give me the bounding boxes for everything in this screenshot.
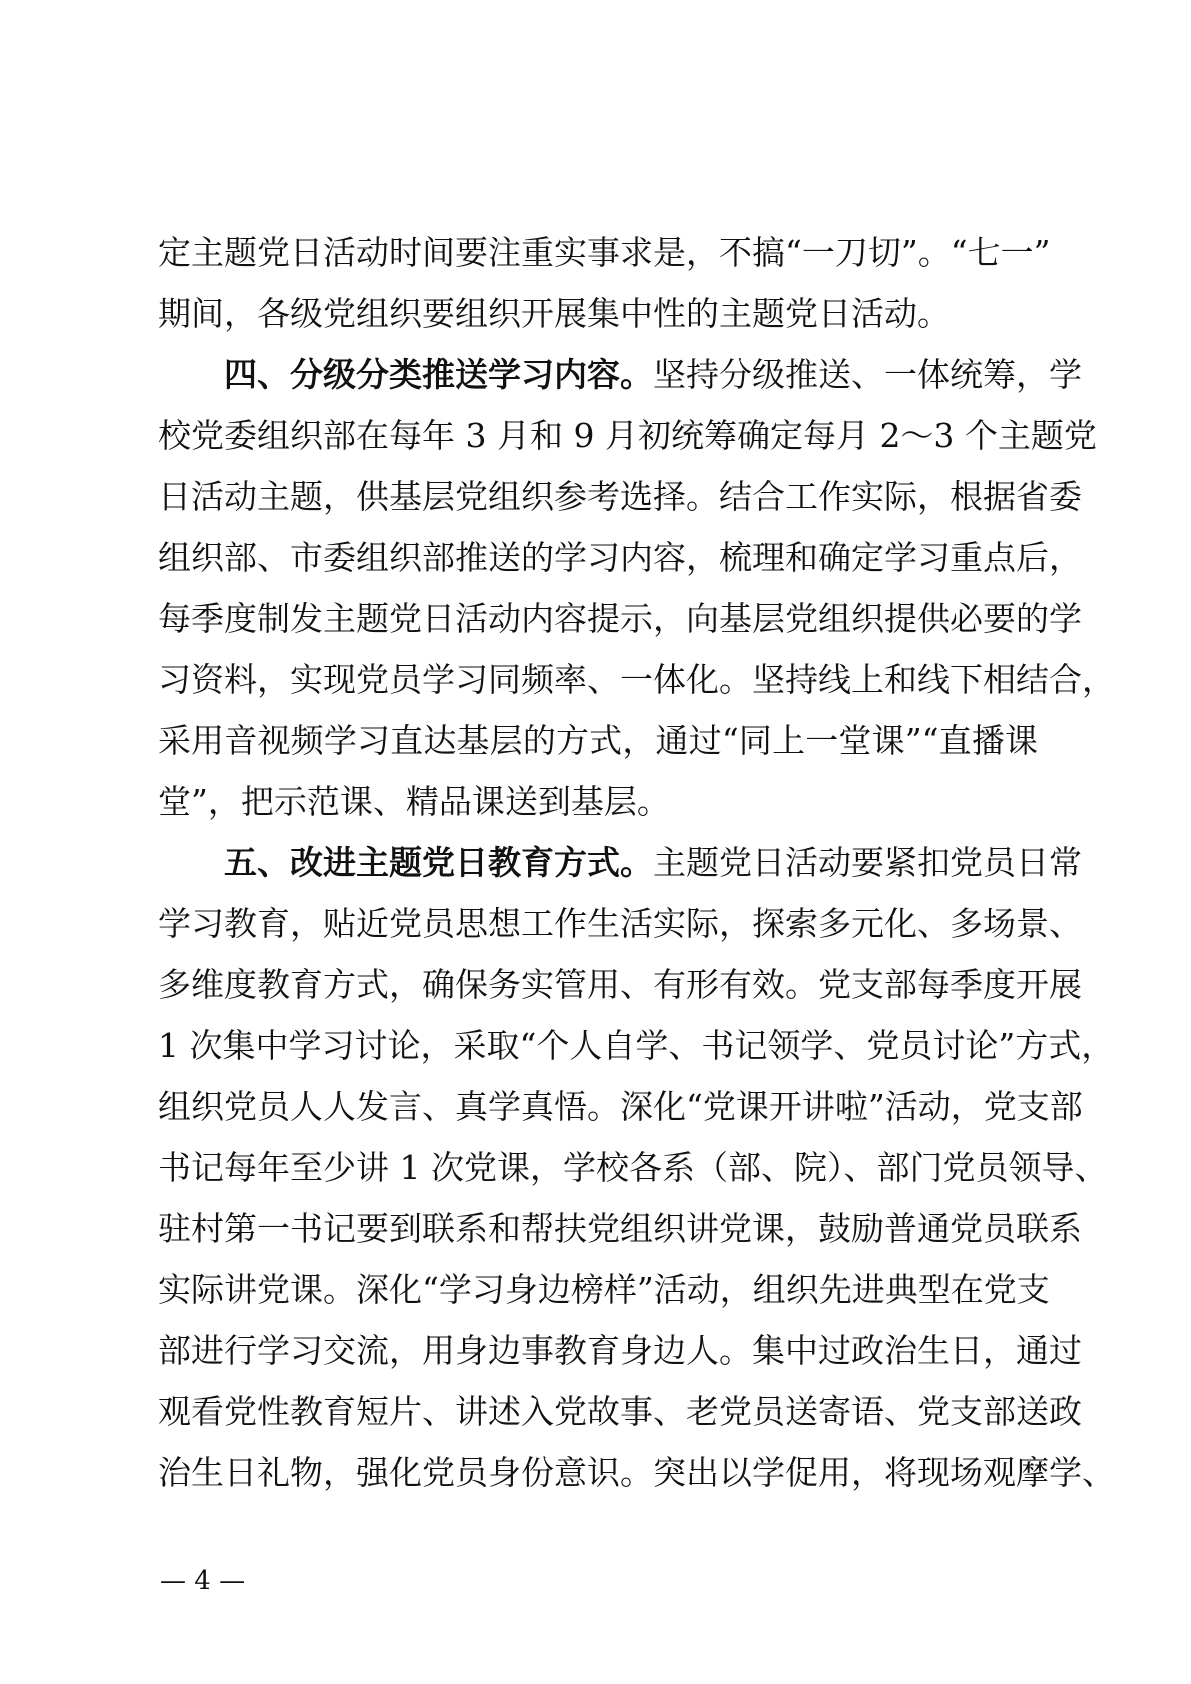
section-four-heading: 四、分级分类推送学习内容。 (224, 355, 653, 394)
text-line: 习资料，实现党员学习同频率、一体化。坚持线上和线下相结合， (158, 660, 1115, 699)
text-line: 观看党性教育短片、讲述入党故事、老党员送寄语、党支部送政 (158, 1392, 1082, 1431)
text-line: 实际讲党课。深化“学习身边榜样”活动，组织先进典型在党支 (158, 1270, 1050, 1309)
section-five-heading: 五、改进主题党日教育方式。 (224, 843, 653, 882)
page-number: — 4 — (160, 1566, 246, 1596)
text-line: 校党委组织部在每年 3 月和 9 月初统筹确定每月 2～3 个主题党 (158, 416, 1097, 455)
text-line: 书记每年至少讲 1 次党课，学校各系（部、院）、部门党员领导、 (158, 1148, 1108, 1187)
text-line: 部进行学习交流，用身边事教育身边人。集中过政治生日，通过 (158, 1331, 1082, 1370)
text-line: 1 次集中学习讨论，采取“个人自学、书记领学、党员讨论”方式， (158, 1026, 1115, 1065)
text-line: 期间，各级党组织要组织开展集中性的主题党日活动。 (158, 294, 950, 333)
text-line: 组织部、市委组织部推送的学习内容，梳理和确定学习重点后， (158, 538, 1082, 577)
text-line: 堂”，把示范课、精品课送到基层。 (158, 782, 670, 821)
text-line-segment: 主题党日活动要紧扣党员日常 (653, 843, 1082, 882)
section-five-paragraph-start (158, 832, 1082, 893)
text-line: 多维度教育方式，确保务实管用、有形有效。党支部每季度开展 (158, 965, 1082, 1004)
document-body (158, 222, 1115, 1503)
text-line: 定主题党日活动时间要注重实事求是，不搞“一刀切”。“七一” (158, 233, 1051, 272)
section-four-paragraph-start (158, 344, 1082, 405)
text-line: 日活动主题，供基层党组织参考选择。结合工作实际，根据省委 (158, 477, 1082, 516)
text-line-segment: 坚持分级推送、一体统筹，学 (653, 355, 1082, 394)
text-line: 驻村第一书记要到联系和帮扶党组织讲党课，鼓励普通党员联系 (158, 1209, 1082, 1248)
text-line: 治生日礼物，强化党员身份意识。突出以学促用，将现场观摩学、 (158, 1453, 1115, 1492)
text-line: 采用音视频学习直达基层的方式，通过“同上一堂课”“直播课 (158, 721, 1038, 760)
text-line: 组织党员人人发言、真学真悟。深化“党课开讲啦”活动，党支部 (158, 1087, 1083, 1126)
text-line: 学习教育，贴近党员思想工作生活实际，探索多元化、多场景、 (158, 904, 1082, 943)
text-line: 每季度制发主题党日活动内容提示，向基层党组织提供必要的学 (158, 599, 1082, 638)
